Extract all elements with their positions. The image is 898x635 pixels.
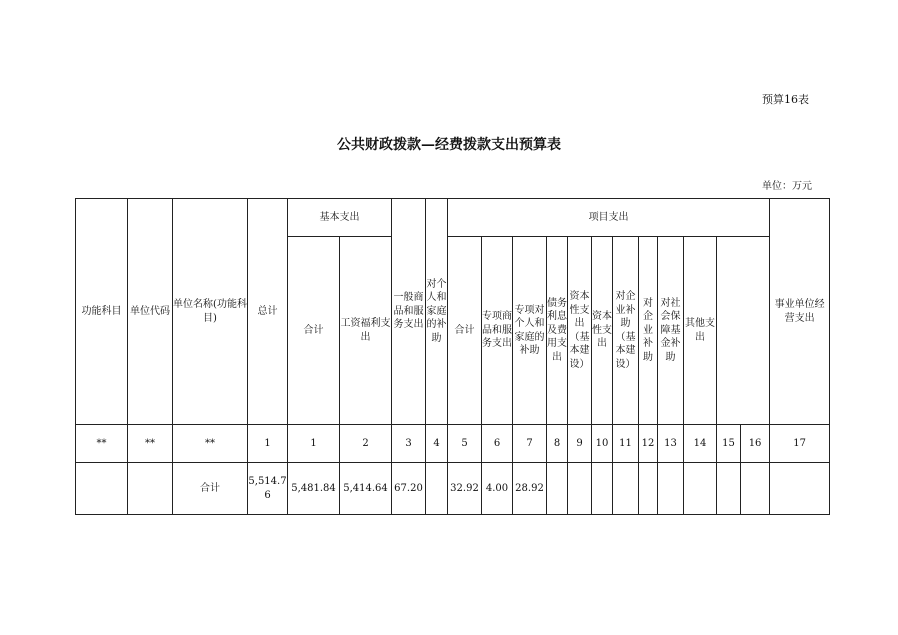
code-cell: ** [173,425,248,463]
code-cell: 14 [684,425,717,463]
total-row-basic-total: 5,481.84 [288,463,340,515]
total-row-goods: 67.20 [392,463,426,515]
total-row-empty-cell [741,463,770,515]
total-row-label: 合计 [173,463,248,515]
total-row-empty-cell [613,463,639,515]
total-row-proj-total: 32.92 [448,463,482,515]
code-cell: 11 [613,425,639,463]
budget-table [75,198,830,515]
code-cell: 16 [741,425,770,463]
header-proj-total: 合计 [448,237,482,425]
total-row-wages: 5,414.64 [340,463,392,515]
total-row-personal [426,463,448,515]
header-enterprise-base: 对企业补助（基本建设） [613,237,639,425]
total-row-proj-goods: 4.00 [482,463,513,515]
code-cell: 12 [639,425,658,463]
header-basic: 基本支出 [288,199,392,237]
total-row-empty-cell [592,463,613,515]
code-cell: 7 [513,425,547,463]
header-unit-name: 单位名称(功能科目) [173,199,248,425]
header-social: 对社会保障基金补助 [658,237,684,425]
code-cell: 10 [592,425,613,463]
header-business: 事业单位经营支出 [770,199,830,425]
code-cell: ** [76,425,128,463]
code-cell: 8 [547,425,568,463]
code-cell: 4 [426,425,448,463]
page-title: 公共财政拨款—经费拨款支出预算表 [337,137,561,153]
code-cell: 6 [482,425,513,463]
total-row-empty-cell [658,463,684,515]
total-row-empty-cell [684,463,717,515]
total-row-empty-cell [770,463,830,515]
header-other: 其他支出 [684,237,717,425]
code-cell: 15 [717,425,741,463]
header-total: 总计 [248,199,288,425]
total-row-empty-cell [547,463,568,515]
total-row-total: 5,514.76 [248,463,288,515]
code-cell: 5 [448,425,482,463]
code-cell: 9 [568,425,592,463]
header-personal: 对个人和家庭的补助 [426,199,448,425]
header-basic-total: 合计 [288,237,340,425]
total-row-empty-cell [639,463,658,515]
code-cell: 1 [248,425,288,463]
header-enterprise: 对企业补助 [639,237,658,425]
header-capital-base: 资本性支出（基本建设） [568,237,592,425]
code-cell: ** [128,425,173,463]
total-row-func-cell [76,463,128,515]
header-proj-goods: 专项商品和服务支出 [482,237,513,425]
total-row-empty-cell [717,463,741,515]
total-row-proj-personal: 28.92 [513,463,547,515]
unit-label: 单位：万元 [762,181,812,192]
code-cell: 17 [770,425,830,463]
header-debt: 债务利息及费用支出 [547,237,568,425]
header-project: 项目支出 [448,199,770,237]
table-number: 预算16表 [762,93,809,106]
header-goods: 一般商品和服务支出 [392,199,426,425]
code-cell: 1 [288,425,340,463]
code-cell: 13 [658,425,684,463]
header-unit-code: 单位代码 [128,199,173,425]
header-wages: 工资福利支出 [340,237,392,425]
total-row-empty-cell [568,463,592,515]
table-row [76,463,830,515]
code-cell: 2 [340,425,392,463]
header-func-subject: 功能科目 [76,199,128,425]
header-proj-personal: 专项对个人和家庭的补助 [513,237,547,425]
header-capital: 资本性支出 [592,237,613,425]
total-row-code-cell [128,463,173,515]
code-cell: 3 [392,425,426,463]
